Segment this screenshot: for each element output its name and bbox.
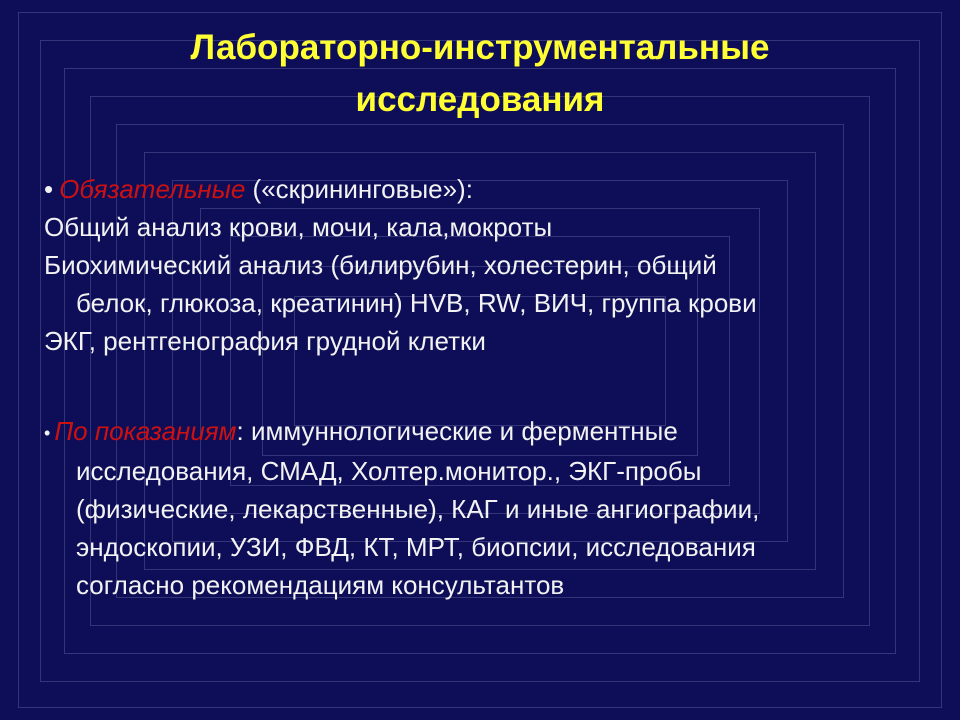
section-indications-heading: [44, 412, 944, 452]
slide-title: [0, 22, 960, 126]
title-line-1: Лабораторно-инструментальные: [190, 28, 770, 67]
mandatory-line-2: Биохимический анализ (билирубин, холестерин, общий: [44, 250, 717, 280]
slide-body: [44, 170, 944, 604]
bullet: •: [44, 423, 51, 444]
mandatory-line-4: ЭКГ, рентгенография грудной клетки: [44, 326, 486, 356]
indications-first-line: : иммуннологические и ферментные: [236, 416, 678, 446]
mandatory-line-3: белок, глюкоза, креатинин) HVB, RW, ВИЧ, группа крови: [76, 288, 757, 318]
bullet: •: [44, 174, 54, 204]
indications-line-1: исследования, СМАД, Холтер.монитор., ЭКГ-пробы: [76, 456, 702, 487]
indications-label: По показаниям: [54, 416, 237, 446]
mandatory-label: Обязательные: [59, 174, 246, 204]
indications-line-2: (физические, лекарственные), КАГ и иные ангиографии,: [76, 494, 760, 525]
title-line-2: исследования: [355, 80, 605, 119]
mandatory-line-1: Общий анализ крови, мочи, кала,мокроты: [44, 212, 553, 242]
section-mandatory-heading: [44, 170, 944, 208]
section-gap: [44, 360, 944, 412]
indications-line-3: эндоскопии, УЗИ, ФВД, КТ, МРТ, биопсии, исследования: [76, 532, 756, 563]
indications-line-4: согласно рекомендациям консультантов: [76, 570, 565, 601]
mandatory-suffix: («скрининговые»):: [245, 174, 473, 204]
